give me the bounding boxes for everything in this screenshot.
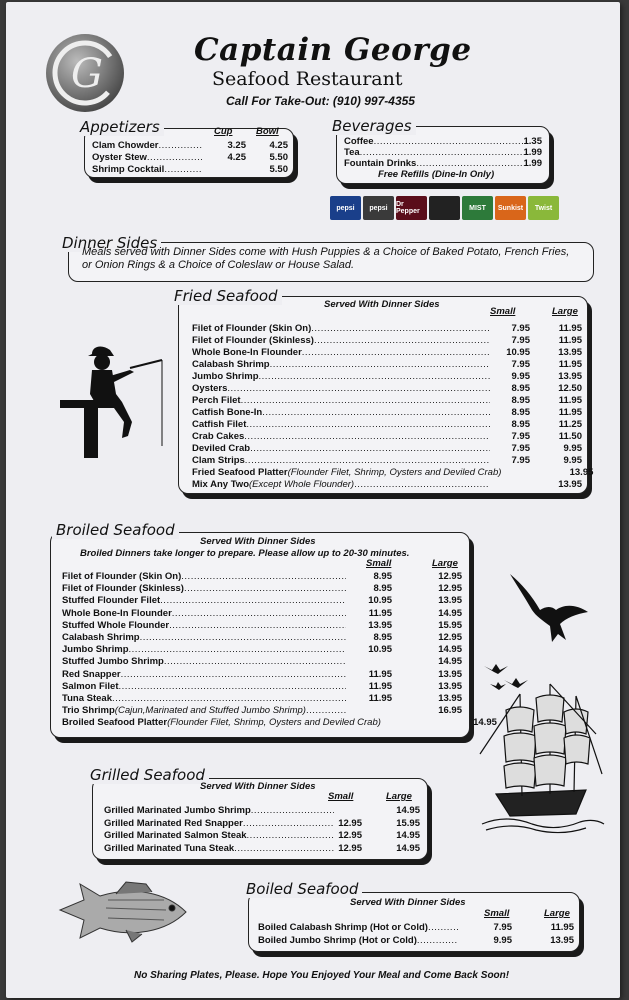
leader-dots [140,632,346,644]
price-large: 15.95 [438,619,462,631]
price-small: 9.95 [493,934,512,946]
leader-dots [112,693,346,705]
price-small: 8.95 [373,632,392,643]
menu-item-name: Oyster Stew [92,152,147,163]
price-small: 8.95 [511,383,530,394]
price-small: 11.95 [368,693,392,704]
price-small: 4.25 [227,152,246,163]
price-large: 15.95 [396,817,420,829]
price-large: 14.95 [438,644,462,656]
price-small: 7.95 [511,455,530,466]
price-large: 13.95 [438,693,462,704]
menu-item-name: Fried Seafood Platter [192,467,288,478]
menu-item [192,347,582,359]
menu-item-name: Filet of Flounder (Skinless) [62,583,184,595]
price-small: 8.95 [511,419,530,430]
free-refills: Free Refills (Dine-In Only) [378,169,495,180]
brand-logo: pepsi [363,196,394,220]
price-small: 8.95 [511,395,530,406]
brand-logo [429,196,460,220]
leader-dots [244,431,490,443]
price-large: 14.95 [396,805,420,816]
grilled-seafood-heading: Grilled Seafood [86,766,209,784]
leader-dots [184,583,346,595]
appetizers-col-bowl: Bowl [256,126,279,137]
menu-item [62,608,462,620]
menu-item [62,571,462,583]
price-small: 12.95 [338,842,362,854]
menu-item-name: Grilled Marinated Tuna Steak [104,842,235,854]
fried-seafood-heading: Fried Seafood [170,287,282,305]
price-small: 10.95 [368,644,392,656]
menu-item-name: Tea [344,147,360,158]
fried-served: Served With Dinner Sides [324,299,440,310]
price-large: 12.95 [438,583,462,595]
grilled-served: Served With Dinner Sides [200,781,316,792]
price-large: 13.95 [438,668,462,680]
price-large: 9.95 [563,443,582,454]
broiled-seafood-heading: Broiled Seafood [52,521,179,539]
fried-col-small: Small [490,306,516,317]
menu-item-name: Stuffed Flounder Filet [62,595,161,607]
grilled-col-small: Small [328,791,354,802]
price-large: 13.95 [558,371,582,382]
price-large: 12.50 [558,383,582,394]
menu-item [62,681,462,693]
leader-dots [251,805,334,817]
menu-item-name: Calabash Shrimp [192,359,270,370]
menu-item [62,583,462,595]
menu-item [192,443,582,455]
menu-item [192,371,582,383]
leader-dots [243,818,334,830]
price-large: 11.95 [558,335,582,346]
price-small: 11.95 [368,680,392,692]
price-large: 11.95 [558,407,582,418]
soda-brand-logos [330,196,559,220]
menu-item-name: Shrimp Cocktail [92,164,165,175]
menu-item [104,805,420,817]
menu-item [192,383,582,395]
boiled-served: Served With Dinner Sides [350,897,466,908]
leader-dots [250,443,490,455]
leader-dots [159,140,202,152]
price-small: 8.95 [373,571,392,582]
price-small: 11.95 [368,668,392,680]
price-small: 11.95 [368,607,392,619]
menu-item-name: Tuna Steak [62,693,112,704]
menu-item-name: Perch Filet [192,395,241,406]
menu-item-name: Grilled Marinated Red Snapper [104,817,243,829]
menu-item [62,620,462,632]
menu-item-name: Jumbo Shrimp [192,371,259,382]
seagull-illustration [506,570,590,656]
leader-dots [311,323,490,335]
price-small: 12.95 [338,830,362,841]
fried-col-large: Large [552,306,578,317]
leader-dots [241,395,490,407]
price-large: 14.95 [438,656,462,668]
menu-item [62,717,497,729]
menu-item-note: (Flounder Filet, Shrimp, Oysters and Deviled Crab) [167,717,381,729]
sailing-ship-illustration [476,674,606,834]
leader-dots [227,383,490,395]
boiled-seafood-heading: Boiled Seafood [242,880,362,898]
leader-dots [417,935,458,947]
leader-dots [129,644,346,656]
menu-item-note: (Except Whole Flounder) [249,479,355,490]
price-large: 14.95 [473,717,497,729]
menu-item [104,830,420,842]
leader-dots [270,359,490,371]
price-large: 12.95 [438,571,462,582]
price-large: 13.95 [438,595,462,607]
menu-item [192,359,582,371]
leader-dots [121,669,346,681]
menu-item-name: Clam Chowder [92,140,159,151]
price: 1.35 [523,136,542,147]
leader-dots [164,656,346,668]
menu-item [192,395,582,407]
brand-logo: pepsi [330,196,361,220]
price-small: 10.95 [506,347,530,358]
leader-dots [164,164,202,176]
menu-item [92,152,288,164]
price-large: 4.25 [269,140,288,151]
menu-item-name: Crab Cakes [192,431,245,442]
menu-item [62,595,462,607]
price-large: 13.95 [438,680,462,692]
leader-dots [302,347,490,359]
price-large: 11.25 [558,419,582,430]
menu-item-name: Mix Any Two [192,479,249,490]
price-large: 11.50 [558,431,582,442]
fisherman-illustration [58,342,170,460]
menu-item [192,323,582,335]
menu-item [62,705,462,717]
price-large: 13.95 [558,479,582,490]
menu-item-name: Stuffed Jumbo Shrimp [62,656,164,668]
leader-dots [234,843,334,855]
leader-dots [262,407,490,419]
menu-item-name: Catfish Filet [192,419,247,430]
menu-item [62,669,462,681]
menu-item-name: Boiled Calabash Shrimp (Hot or Cold) [258,922,428,933]
leader-dots [118,681,346,693]
takeout-phone: Call For Take-Out: (910) 997-4355 [226,94,415,108]
price-small: 7.95 [493,922,512,933]
menu-item-name: Oysters [192,383,228,394]
menu-item-name: Calabash Shrimp [62,632,140,643]
price-small: 8.95 [373,583,392,595]
price-large: 16.95 [438,705,462,717]
leader-dots [169,620,346,632]
menu-item [192,431,582,443]
price-small: 9.95 [511,371,530,382]
broiled-warning: Broiled Dinners take longer to prepare. Please allow up to 20-30 minutes. [80,548,410,559]
price-large: 5.50 [269,152,288,163]
price-small: 13.95 [368,619,392,631]
menu-item [92,140,288,152]
price: 1.99 [523,147,542,158]
price-small: 7.95 [511,335,530,346]
price-large: 13.95 [550,934,574,946]
leader-dots [147,152,202,164]
menu-sheet [6,2,620,998]
menu-item-name: Boiled Jumbo Shrimp (Hot or Cold) [258,934,417,946]
footer-message: No Sharing Plates, Please. Hope You Enjoyed Your Meal and Come Back Soon! [134,970,510,981]
menu-item-name: Filet of Flounder (Skin On) [192,323,312,334]
restaurant-subtitle: Seafood Restaurant [212,68,403,90]
price-large: 11.95 [558,323,582,334]
menu-item-note: (Flounder Filet, Shrimp, Oysters and Deviled Crab) [287,467,502,478]
menu-item [192,419,582,431]
leader-dots [172,608,346,620]
boiled-col-small: Small [484,908,510,919]
menu-item-name: Red Snapper [62,668,121,680]
restaurant-logo [44,32,126,114]
price-large: 13.95 [569,467,594,478]
menu-item-name: Fountain Drinks [344,158,417,169]
menu-item-name: Salmon Filet [62,680,119,692]
menu-item-name: Filet of Flounder (Skinless) [192,335,314,346]
menu-item-name: Whole Bone-In Flounder [62,607,172,619]
price-large: 12.95 [438,632,462,643]
menu-item [92,164,288,176]
leader-dots [416,158,523,170]
menu-item [192,479,582,491]
appetizers-heading: Appetizers [76,118,164,136]
menu-item [104,818,420,830]
price: 1.99 [523,158,542,169]
beverages-heading: Beverages [328,117,416,135]
fish-illustration [56,880,192,946]
appetizers-col-cup: Cup [214,126,233,137]
menu-item-name: Clam Strips [192,455,245,466]
price-large: 11.95 [558,395,582,406]
dinner-sides-text: Meals served with Dinner Sides come with Hush Puppies & a Choice of Baked Potato, French Fries, or Onion Rings & a Choice of Coleslaw or House Salad. [82,246,570,271]
price-large: 14.95 [396,842,420,854]
brand-logo: Twist [528,196,559,220]
menu-item-name: Broiled Seafood Platter [62,717,168,729]
leader-dots [306,705,346,717]
menu-item [258,935,574,947]
menu-item-name: Filet of Flounder (Skin On) [62,571,182,582]
grilled-col-large: Large [386,791,412,802]
leader-dots [245,455,490,467]
price-small: 3.25 [227,140,246,151]
price-small: 7.95 [511,359,530,370]
menu-item-name: Coffee [344,136,374,147]
dinner-sides-heading: Dinner Sides [58,234,161,252]
price-small: 7.95 [511,323,530,334]
price-large: 14.95 [438,607,462,619]
menu-item [62,632,462,644]
price-small: 7.95 [511,431,530,442]
menu-item-note: (Cajun,Marinated and Stuffed Jumbo Shrimp) [114,705,306,717]
broiled-col-large: Large [432,558,458,569]
menu-item [62,693,462,705]
menu-item [192,455,582,467]
menu-item-name: Deviled Crab [192,443,251,454]
menu-item-name: Jumbo Shrimp [62,644,129,656]
restaurant-name: Captain George [194,32,472,68]
boiled-col-large: Large [544,908,570,919]
leader-dots [259,371,490,383]
price-small: 10.95 [368,595,392,607]
menu-item [62,644,462,656]
svg-text:G: G [71,51,103,97]
price-large: 5.50 [269,164,288,175]
leader-dots [160,595,346,607]
price-large: 11.95 [558,359,582,370]
price-small: 8.95 [511,407,530,418]
leader-dots [354,479,490,491]
menu-item-name: Stuffed Whole Flounder [62,619,170,631]
leader-dots [181,571,346,583]
brand-logo: MIST [462,196,493,220]
leader-dots [246,419,490,431]
leader-dots [314,335,490,347]
menu-item-name: Grilled Marinated Jumbo Shrimp [104,805,251,816]
price-large: 9.95 [563,455,582,466]
leader-dots [428,922,458,934]
brand-logo: Dr Pepper [396,196,427,220]
brand-logo: Sunkist [495,196,526,220]
price-large: 13.95 [558,347,582,358]
menu-item [104,843,420,855]
menu-item [192,335,582,347]
menu-item [344,158,542,170]
menu-item [192,467,594,479]
price-small: 12.95 [338,817,362,829]
menu-item-name: Catfish Bone-In [192,407,263,418]
menu-item [258,922,574,934]
menu-item-name: Grilled Marinated Salmon Steak [104,830,247,841]
menu-item-name: Whole Bone-In Flounder [192,347,302,358]
menu-item [62,656,462,668]
menu-item [192,407,582,419]
broiled-served: Served With Dinner Sides [200,536,316,547]
price-large: 14.95 [396,830,420,841]
menu-item-name: Trio Shrimp [62,705,115,717]
price-large: 11.95 [550,922,574,933]
broiled-col-small: Small [366,558,392,569]
leader-dots [247,830,334,842]
price-small: 7.95 [511,443,530,454]
